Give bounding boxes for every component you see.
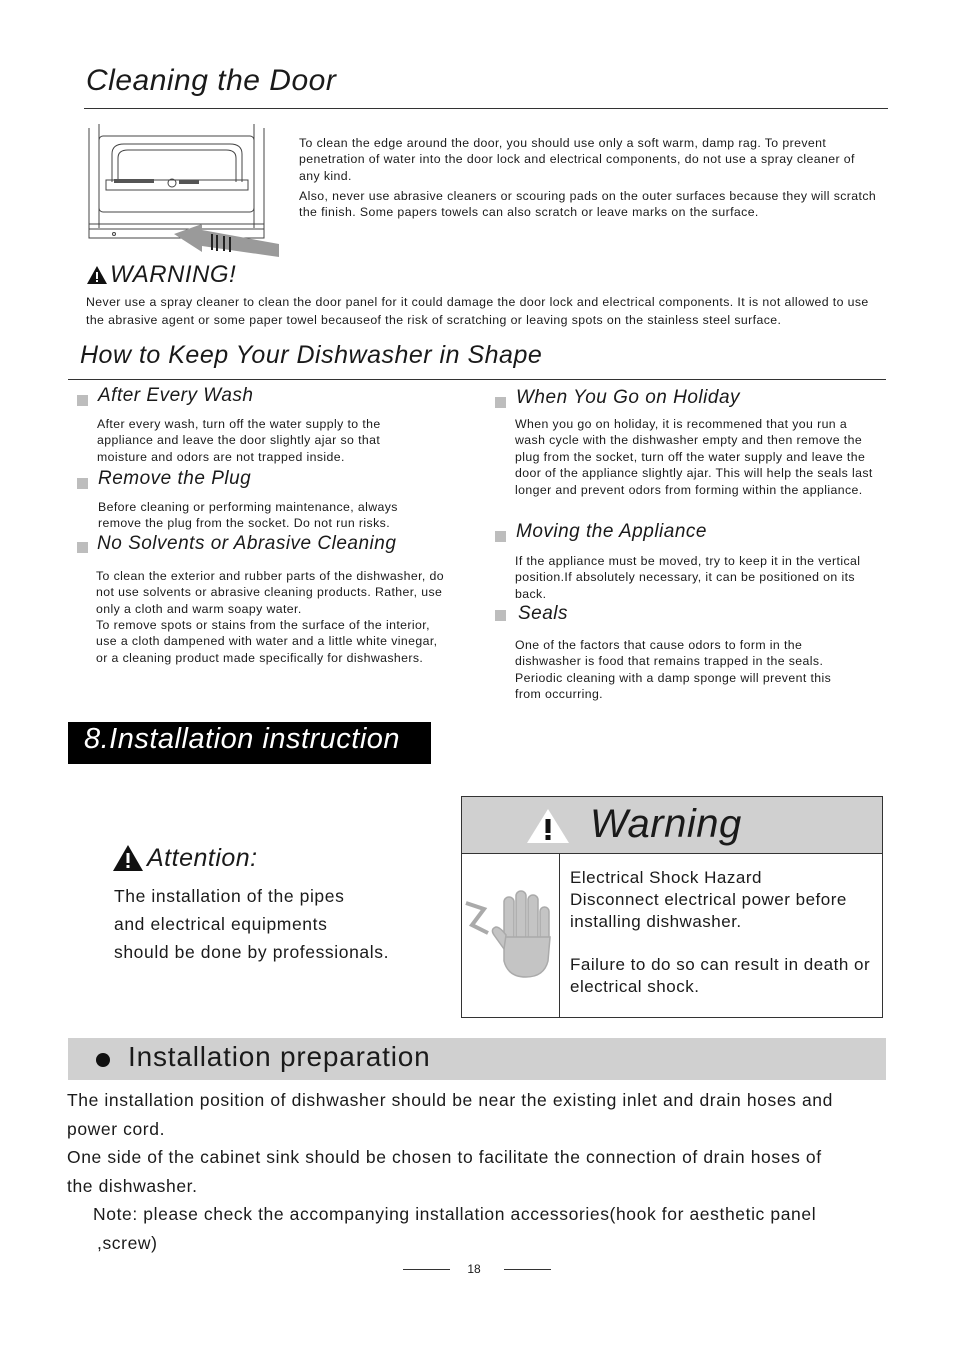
heading-seals: Seals [518,603,569,624]
bullet-no-solvents [77,542,88,553]
prep-banner [68,1038,886,1080]
prep-title: Installation preparation [128,1041,431,1072]
attention-line: and electrical equipments [114,914,328,934]
warning-line: installing dishwasher. [570,912,742,931]
text-moving: If the appliance must be moved, try to keep it in the vertical position.If absolutely necessary, it can be positioned on its back. [515,554,861,601]
bullet-remove-plug [77,478,88,489]
page-number-rule-left [403,1269,450,1270]
prep-line: the dishwasher. [67,1175,198,1196]
installation-title: 8.Installation instruction [84,723,401,755]
shape-rule [68,379,886,380]
attention-title: Attention: [147,844,258,872]
warning-line: Electrical Shock Hazard [570,868,762,887]
attention-line: The installation of the pipes [114,886,345,906]
warning-box-title: Warning [590,802,742,846]
cleaning-door-paragraph-2: Also, never use abrasive cleaners or scouring pads on the outer surfaces because they will scratch the finish. Some papers towels can also scratch or leave marks on the surface. [299,189,877,220]
cleaning-door-paragraph-1: To clean the edge around the door, you should use only a soft warm, damp rag. To prevent penetration of water into the door lock and electrical components, do not use a spray cleaner of any kind. [299,136,855,183]
text-seals: One of the factors that cause odors to form in the dishwasher is food that remains trapped in the seals. Periodic cleaning with a damp sponge will prevent this from occurring. [515,638,832,702]
heading-moving: Moving the Appliance [516,521,707,542]
text-remove-plug: Before cleaning or performing maintenance, always remove the plug from the socket. Do not run risks. [98,500,398,531]
text-no-solvents-2: To remove spots or stains from the surface of the interior, use a cloth dampened with water and a little white vinegar, or a cleaning product made specifically for dishwashers. [96,618,438,665]
installation-banner [68,722,431,764]
bullet-moving [495,531,506,542]
bullet-holiday [495,397,506,408]
section-title-cleaning-door: Cleaning the Door [86,64,337,97]
heading-after-every-wash: After Every Wash [98,385,254,406]
exclamation-triangle-icon [526,808,570,844]
title-rule [84,108,888,109]
warning-text: Never use a spray cleaner to clean the door panel for it could damage the door lock and electrical components. It is not allowed to use the abrasive agent or some paper towel becauseof the risk of scratching or leaving spots on the stainless steel surface. [86,295,869,327]
section-title-shape: How to Keep Your Dishwasher in Shape [80,341,543,369]
note-line: ,screw) [97,1232,158,1253]
door-cleaning-icon [84,124,284,264]
heading-no-solvents: No Solvents or Abrasive Cleaning [97,533,397,554]
attention-text [114,882,444,966]
electric-shock-hand-icon [464,885,554,985]
warning-box-header [462,797,882,854]
heading-remove-plug: Remove the Plug [98,468,252,489]
warning-line: Disconnect electrical power before [570,890,847,909]
note-line: Note: please check the accompanying installation accessories(hook for aesthetic panel [93,1204,817,1224]
prep-text [67,1086,887,1200]
attention-line: should be done by professionals. [114,942,390,962]
heading-holiday: When You Go on Holiday [516,387,741,408]
door-illustration [84,124,284,264]
warning-box-text [570,867,880,998]
page-number: 18 [467,1262,481,1276]
warning-box-divider [559,854,560,1017]
text-holiday: When you go on holiday, it is recommened that you run a wash cycle with the dishwasher empty and then remove the plug from the socket, turn off the water supply and leave the door of the appliance slightly ajar. This will help the seals last longer and prevent odors from forming within the appliance. [515,417,873,497]
prep-line: The installation position of dishwasher should be near the existing inlet and drain hoses and [67,1090,833,1110]
text-no-solvents: To clean the exterior and rubber parts of the dishwasher, do not use solvents or abrasive cleaning products. Rather, use only a cloth and warm soapy water. [96,569,445,616]
prep-line: One side of the cabinet sink should be chosen to facilitate the connection of drain hoses of [67,1147,822,1167]
bullet-seals [495,610,506,621]
prep-line: power cord. [67,1118,166,1139]
note-text [93,1200,883,1257]
warning-triangle-icon [86,265,108,285]
attention-triangle-icon [112,844,144,872]
page-number-rule-right [504,1269,551,1270]
bullet-after-wash [77,395,88,406]
warning-line: electrical shock. [570,977,700,996]
electrical-warning-box [461,796,883,1018]
text-after-every-wash: After every wash, turn off the water supply to the appliance and leave the door slightly ajar so that moisture and odors are not trapped inside. [97,417,381,464]
warning-title: WARNING! [110,261,237,288]
bullet-dot-icon [96,1053,110,1067]
warning-line: Failure to do so can result in death or [570,955,871,974]
